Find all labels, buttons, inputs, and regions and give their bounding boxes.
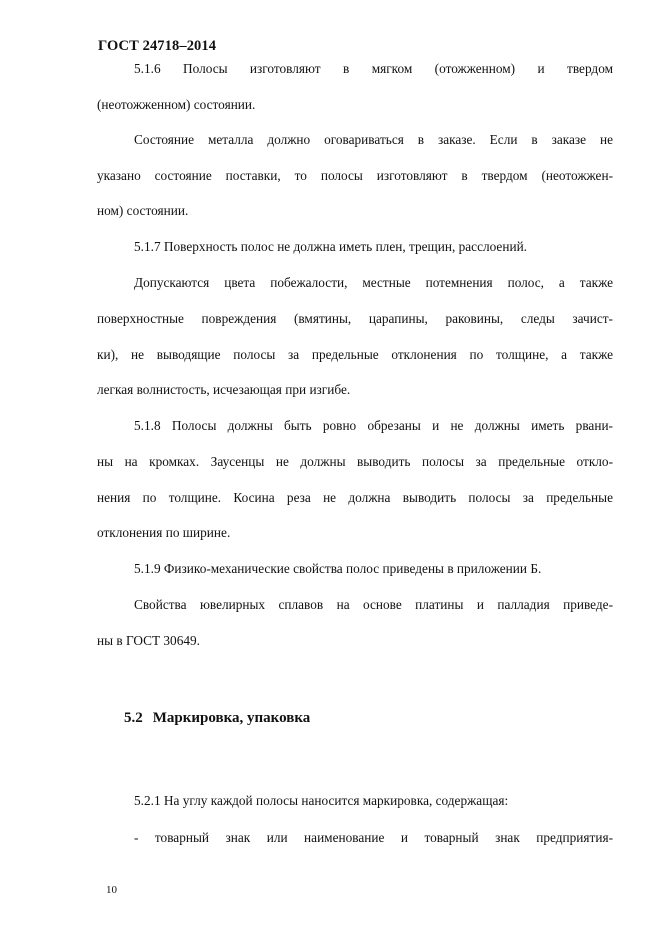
text-line: (неотожженном) состоянии.: [97, 97, 256, 112]
section-title: Маркировка, упаковка: [152, 710, 311, 726]
text-line: ки), не выводящие полосы за предельные отклонения по толщине, а также: [97, 347, 613, 362]
text-line: поверхностные повреждения (вмятины, царапины, раковины, следы зачист-: [97, 311, 613, 326]
text-line: Свойства ювелирных сплавов на основе платины и палладия приведе-: [134, 597, 613, 612]
text-line: указано состояние поставки, то полосы изготовляют в твердом (неотожжен-: [97, 168, 613, 183]
text-line: - товарный знак или наименование и товарный знак предприятия-: [134, 830, 613, 845]
text-line: Допускаются цвета побежалости, местные потемнения полос, а также: [134, 275, 613, 290]
text-line: 5.1.6 Полосы изготовляют в мягком (отожженном) и твердом: [134, 61, 613, 76]
page-number: 10: [106, 884, 117, 896]
text-line: 5.2.1 На углу каждой полосы наносится маркировка, содержащая:: [134, 793, 509, 808]
text-line: ны в ГОСТ 30649.: [97, 633, 200, 648]
section-number: 5.2: [124, 710, 143, 726]
text-line: 5.1.7 Поверхность полос не должна иметь плен, трещин, расслоений.: [134, 239, 528, 254]
text-line: 5.1.9 Физико-механические свойства полос приведены в приложении Б.: [134, 561, 542, 576]
text-line: ны на кромках. Заусенцы не должны выводить полосы за предельные откло-: [97, 454, 613, 469]
text-line: 5.1.8 Полосы должны быть ровно обрезаны и не должны иметь рвани-: [134, 418, 613, 433]
section-heading: [124, 710, 310, 727]
document-code-header: ГОСТ 24718–2014: [98, 38, 217, 54]
text-line: ном) состоянии.: [97, 203, 189, 218]
text-line: Состояние металла должно оговариваться в заказе. Если в заказе не: [134, 132, 613, 147]
text-line: нения по толщине. Косина реза не должна выводить полосы за предельные: [97, 490, 613, 505]
text-line: отклонения по ширине.: [97, 525, 231, 540]
text-line: легкая волнистость, исчезающая при изгибе.: [97, 382, 351, 397]
